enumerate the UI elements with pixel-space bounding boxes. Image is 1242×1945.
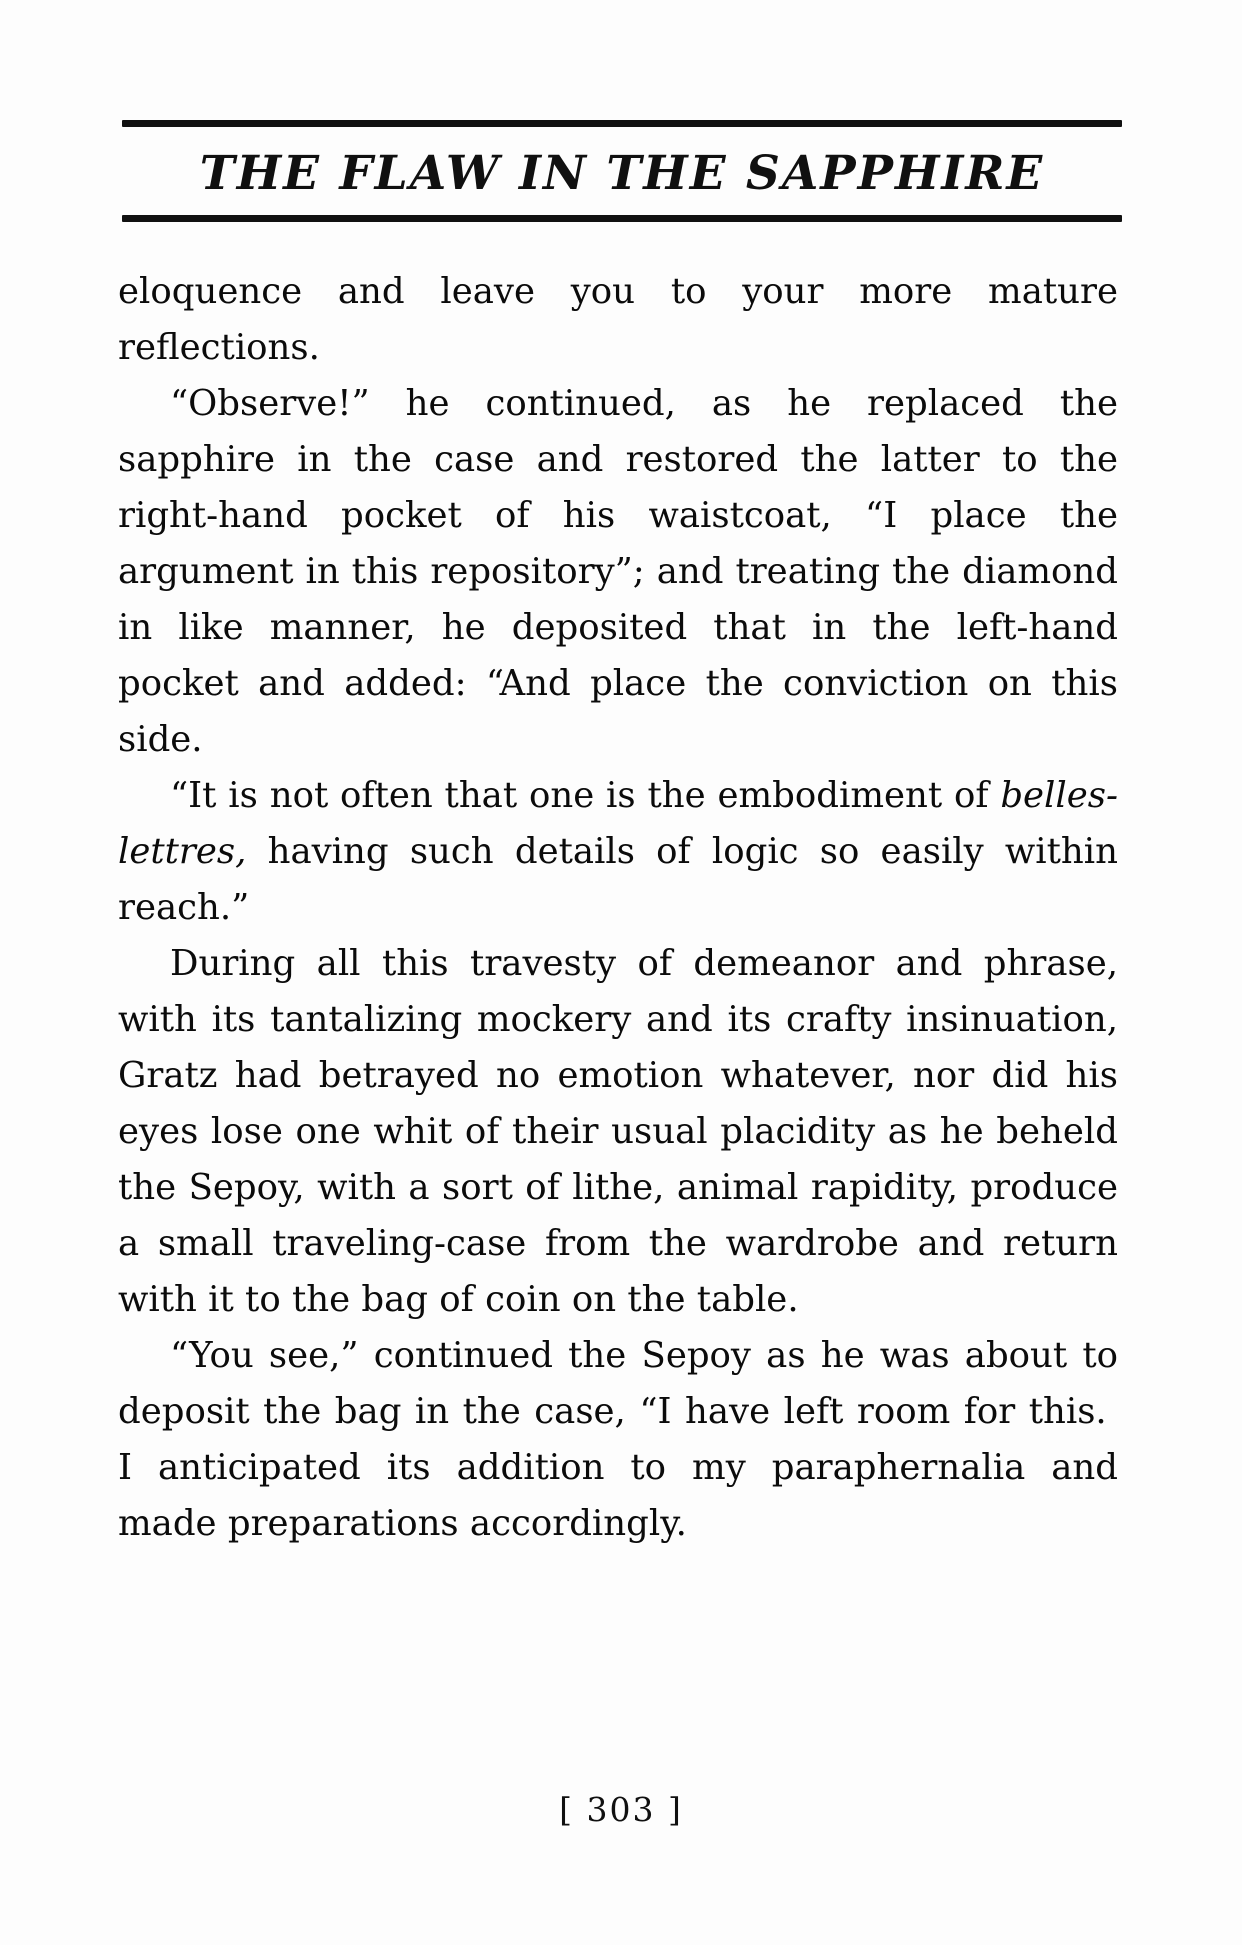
text-run: “You see,” continued the Sepoy as he was about to deposit the bag in the case, “I have left room for this. I anticipated its addition to my paraphernalia and made preparations accordingly. [118, 1335, 1118, 1544]
paragraph [118, 264, 1118, 376]
italic-phrase: belles-lettres, [118, 775, 1118, 872]
text-run: “It is not often that one is the embodiment of [170, 775, 1001, 816]
text-run: having such details of logic so easily within reach.” [118, 831, 1118, 928]
header-rule-bottom [122, 215, 1122, 222]
text-run: eloquence and leave you to your more mature reflections. [118, 271, 1118, 368]
paragraph [118, 1328, 1118, 1552]
paragraph [118, 376, 1118, 768]
body-text [118, 264, 1118, 1552]
paragraph [118, 768, 1118, 936]
page-content [118, 120, 1126, 1552]
text-run: “Observe!” he continued, as he replaced the sapphire in the case and restored the latter to the right-hand pocket of his waistcoat, “I place the argument in this repository”; and treating the diamond in like manner, he deposited that in the left-hand pocket and added: “And place the conviction on this side. [118, 383, 1118, 760]
paragraph [118, 936, 1118, 1328]
page-number: [ 303 ] [559, 1790, 683, 1829]
header-rule-top [122, 120, 1122, 127]
text-run: During all this travesty of demeanor and phrase, with its tantalizing mockery and its crafty insinuation, Gratz had betrayed no emotion whatever, nor did his eyes lose one whit of their usual placidity as he beheld the Sepoy, with a sort of lithe, animal rapidity, produce a small traveling-case from the wardrobe and return with it to the bag of coin on the table. [118, 943, 1118, 1320]
running-head: THE FLAW IN THE SAPPHIRE [199, 146, 1045, 201]
